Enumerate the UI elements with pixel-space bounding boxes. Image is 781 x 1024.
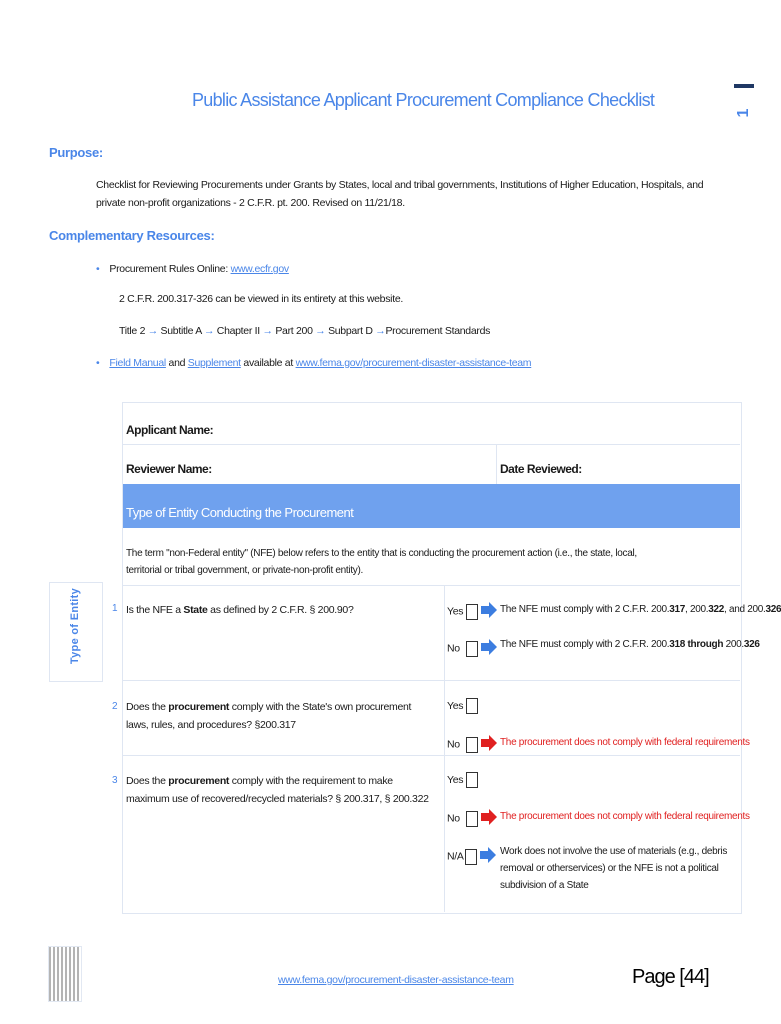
q2-text [126,698,436,734]
resources-bullet-2 [96,354,531,372]
q2-pre: Does the [126,701,169,713]
q2-no-result: The procurement does not comply with federal requirements [500,737,750,748]
bullet2-mid: available at [240,357,296,369]
corner-page-number: 1 [735,108,752,118]
q1-yes-option [447,601,498,622]
q1-no-label: No [447,642,460,655]
q2-yes-option [447,698,478,714]
q3-no-option [447,808,498,829]
q1-pre: Is the NFE a [126,604,184,616]
applicant-name-label: Applicant Name: [126,423,214,437]
arrow-right-icon: → [372,325,386,337]
q1-yes-checkbox[interactable] [466,604,478,620]
purpose-text: Checklist for Reviewing Procurements under Grants by States, local and tribal governments, Institutions of Higher Education, Hospitals, and private non-profit organizations - 2 C.F.R. pt. 200. Revised on 11/21/18. [96,179,704,209]
form-box [122,402,742,914]
red-arrow-icon [480,808,498,829]
q3-pre: Does the [126,775,169,787]
q2-no-option [447,734,498,755]
q3-no-checkbox[interactable] [466,811,478,827]
path-part: Part 200 [275,325,313,337]
q1-bold: State [183,604,208,616]
q3-na-checkbox[interactable] [465,849,477,865]
ecfr-link[interactable]: www.ecfr.gov [230,263,289,275]
q1-no-option [447,638,498,659]
nfe-intro: The term "non-Federal entity" (NFE) below refers to the entity that is conducting the procurement action (i.e., the state, local, territorial or tribal government, or private-non-profit entity). [126,548,637,576]
divider [444,585,445,912]
resources-path [119,322,490,340]
path-subtitle: Subtitle A [160,325,202,337]
q2-yes-label: Yes [447,699,464,712]
q1-yes-mid2: , and 200. [724,604,766,615]
page-number: Page [44] [632,966,709,988]
q1-yes-label: Yes [447,605,464,618]
supplement-link[interactable]: Supplement [187,357,241,369]
divider [123,755,740,756]
q3-na-label: N/A [447,850,464,863]
q2-bold: procurement [168,701,230,713]
document-title: Public Assistance Applicant Procurement Compliance Checklist [192,90,655,110]
type-of-entity-tab-label: Type of Entity [69,587,81,665]
footer-link[interactable]: www.fema.gov/procurement-disaster-assistance-team [278,974,514,986]
q1-yes-result [500,601,781,618]
bullet1-prefix: Procurement Rules Online: [109,263,231,275]
path-chapter: Chapter II [216,325,260,337]
divider [496,444,497,484]
q3-no-label: No [447,812,460,825]
q3-post: comply with the requirement to make maximum use of recovered/recycled materials? § 200.317, § 200.322 [126,775,429,805]
divider [123,444,740,445]
q3-na-result: Work does not involve the use of materials (e.g., debris removal or otherservices) or the NFE is not a political subdivision of a State [500,846,728,891]
q2-post: comply with the State's own procurement laws, rules, and procedures? §200.317 [126,701,412,731]
q3-na-option [447,846,497,867]
q1-yes-b3: 326 [765,604,781,615]
q2-no-checkbox[interactable] [466,737,478,753]
blue-arrow-icon [480,601,498,622]
q1-no-result-pre: The NFE must comply with 2 C.F.R. 200. [500,639,670,650]
q1-number: 1 [112,603,118,614]
fema-procurement-link[interactable]: www.fema.gov/procurement-disaster-assistance-team [295,357,532,369]
q3-text [126,772,438,808]
purpose-heading: Purpose: [49,145,103,160]
red-arrow-icon [480,734,498,755]
section-header-text: Type of Entity Conducting the Procurement [126,505,354,520]
arrow-right-icon: → [312,325,329,337]
corner-bar [734,84,754,88]
field-manual-link[interactable]: Field Manual [109,357,166,369]
bullet2-and: and [165,357,188,369]
q1-yes-mid1: , 200. [685,604,709,615]
path-standards: Procurement Standards [385,325,491,337]
path-title: Title 2 [119,325,146,337]
q1-no-result [500,636,760,653]
date-reviewed-label: Date Reviewed: [500,462,582,476]
q3-number: 3 [112,775,118,786]
q1-yes-b1: 317 [669,604,686,615]
q1-no-checkbox[interactable] [466,641,478,657]
q1-yes-result-pre: The NFE must comply with 2 C.F.R. 200. [500,604,670,615]
q1-yes-b2: 322 [708,604,725,615]
path-subpart: Subpart D [328,325,373,337]
divider [123,680,740,681]
q2-number: 2 [112,701,118,712]
blue-arrow-icon [479,846,497,867]
bullet-dot: • [96,263,100,275]
q3-bold: procurement [168,775,230,787]
resources-bullet-1 [96,260,289,278]
resources-heading: Complementary Resources: [49,228,215,243]
q3-yes-label: Yes [447,773,464,786]
q1-no-b2: 326 [743,639,760,650]
divider [123,585,740,586]
q1-no-mid: 200. [723,639,744,650]
q1-no-b1: 318 through [669,639,724,650]
q1-text [126,601,436,619]
q2-no-label: No [447,738,460,751]
arrow-right-icon: → [259,325,276,337]
q1-post: as defined by 2 C.F.R. § 200.90? [207,604,354,616]
arrow-right-icon: → [145,325,161,337]
q3-yes-checkbox[interactable] [466,772,478,788]
bullet-dot: • [96,357,100,369]
qr-code [48,946,82,1002]
resources-line-2: 2 C.F.R. 200.317-326 can be viewed in its entirety at this website. [119,293,403,305]
q2-yes-checkbox[interactable] [466,698,478,714]
arrow-right-icon: → [201,325,217,337]
q3-no-result: The procurement does not comply with federal requirements [500,811,750,822]
blue-arrow-icon [480,638,498,659]
reviewer-name-label: Reviewer Name: [126,462,212,476]
q3-yes-option [447,772,478,788]
